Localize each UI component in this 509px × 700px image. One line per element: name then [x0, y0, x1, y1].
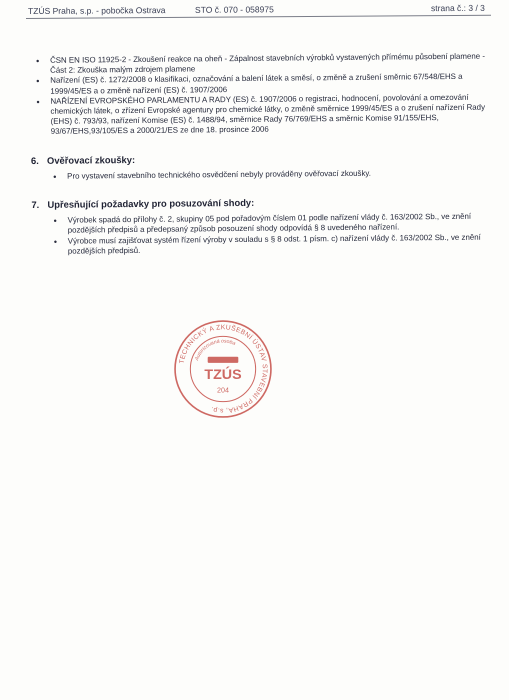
stamp-ring-text: TECHNICKÝ A ZKUŠEBNÍ ÚSTAV STAVEBNÍ PRAHA, s.p.	[178, 324, 268, 414]
list-item-text: • Výrobce musí zajišťovat systém řízení výroby v souladu s § 8 odst. 1 písm. c) nařízení vlády č. 163/2002 Sb., ve znění pozdějších předpisů.	[67, 232, 481, 256]
section-7-heading	[31, 196, 493, 211]
header-certificate-number: STO č. 070 - 058975	[194, 4, 274, 15]
standards-list	[30, 52, 493, 138]
section-6-heading	[31, 151, 493, 166]
stamp-graphic	[175, 321, 271, 417]
stamp-number: 204	[217, 386, 229, 395]
stamp-logo-text: TZÚS	[204, 367, 242, 384]
section-7-number: 7.	[31, 198, 40, 211]
list-item-text: • ČSN EN ISO 11925-2 - Zkoušení reakce na oheň - Zápalnost stavebních výrobků vystavených přímému působení plamene - Část 2: Zkouška malým zdrojem plamene	[49, 51, 486, 76]
list-item-text: • Výrobek spadá do přílohy č. 2, skupiny 05 pod pořadovým číslem 01 podle nařízení vlády č. 163/2002 Sb., ve znění pozdějších předpisů a předepsaný způsob posouzení shody odpovídá § 8 uvedeného nařízení.	[67, 212, 472, 236]
page-header	[28, 2, 490, 16]
institute-stamp-seal	[172, 318, 274, 420]
list-item	[47, 167, 493, 181]
section-7-list	[48, 212, 494, 257]
document-body	[30, 52, 494, 257]
stamp-inner-text: Autorizovaná osoba	[194, 338, 237, 362]
section-6	[31, 151, 493, 182]
header-page-number: strana č.: 3 / 3	[430, 2, 485, 14]
section-7-title: Upřesňující požadavky pro posuzování shody:	[47, 196, 255, 210]
section-7	[31, 196, 494, 257]
list-item-text: • NAŘÍZENÍ EVROPSKÉHO PARLAMENTU A RADY (ES) č. 1907/2006 o registraci, hodnocení, povolování a omezování chemických látek, o zřízení Evropské agentury pro chemické látky, o změně směrnice 1999/45/ES a o zrušení nařízení Rady (EHS) č. 793/93, nařízení Komise (ES) č. 1488/94, směrnice Rady 76/769/EHS a směrnic Komise 91/155/EHS, 93/67/EHS,93/105/ES a 2000/21/ES ze dne 18. prosince 2006	[50, 92, 486, 137]
list-item	[30, 92, 492, 137]
section-6-list	[47, 167, 493, 181]
stamp-logo-band	[208, 357, 239, 363]
list-item-text: • Pro vystavení stavebního technického osvědčení nebyly prováděny ověřovací zkoušky.	[67, 168, 371, 181]
section-6-number: 6.	[30, 154, 39, 166]
list-item	[48, 232, 494, 257]
section-6-title: Ověřovací zkoušky:	[46, 153, 136, 166]
header-organization: TZÚS Praha, s.p. - pobočka Ostrava	[28, 5, 166, 16]
list-item-text: • Nařízení (ES) č. 1272/2008 o klasifikaci, označování a balení látek a směsí, o změně a zrušení směrnic 67/548/EHS a 1999/45/ES a o změně nařízení (ES) č. 1907/2006	[50, 72, 463, 96]
